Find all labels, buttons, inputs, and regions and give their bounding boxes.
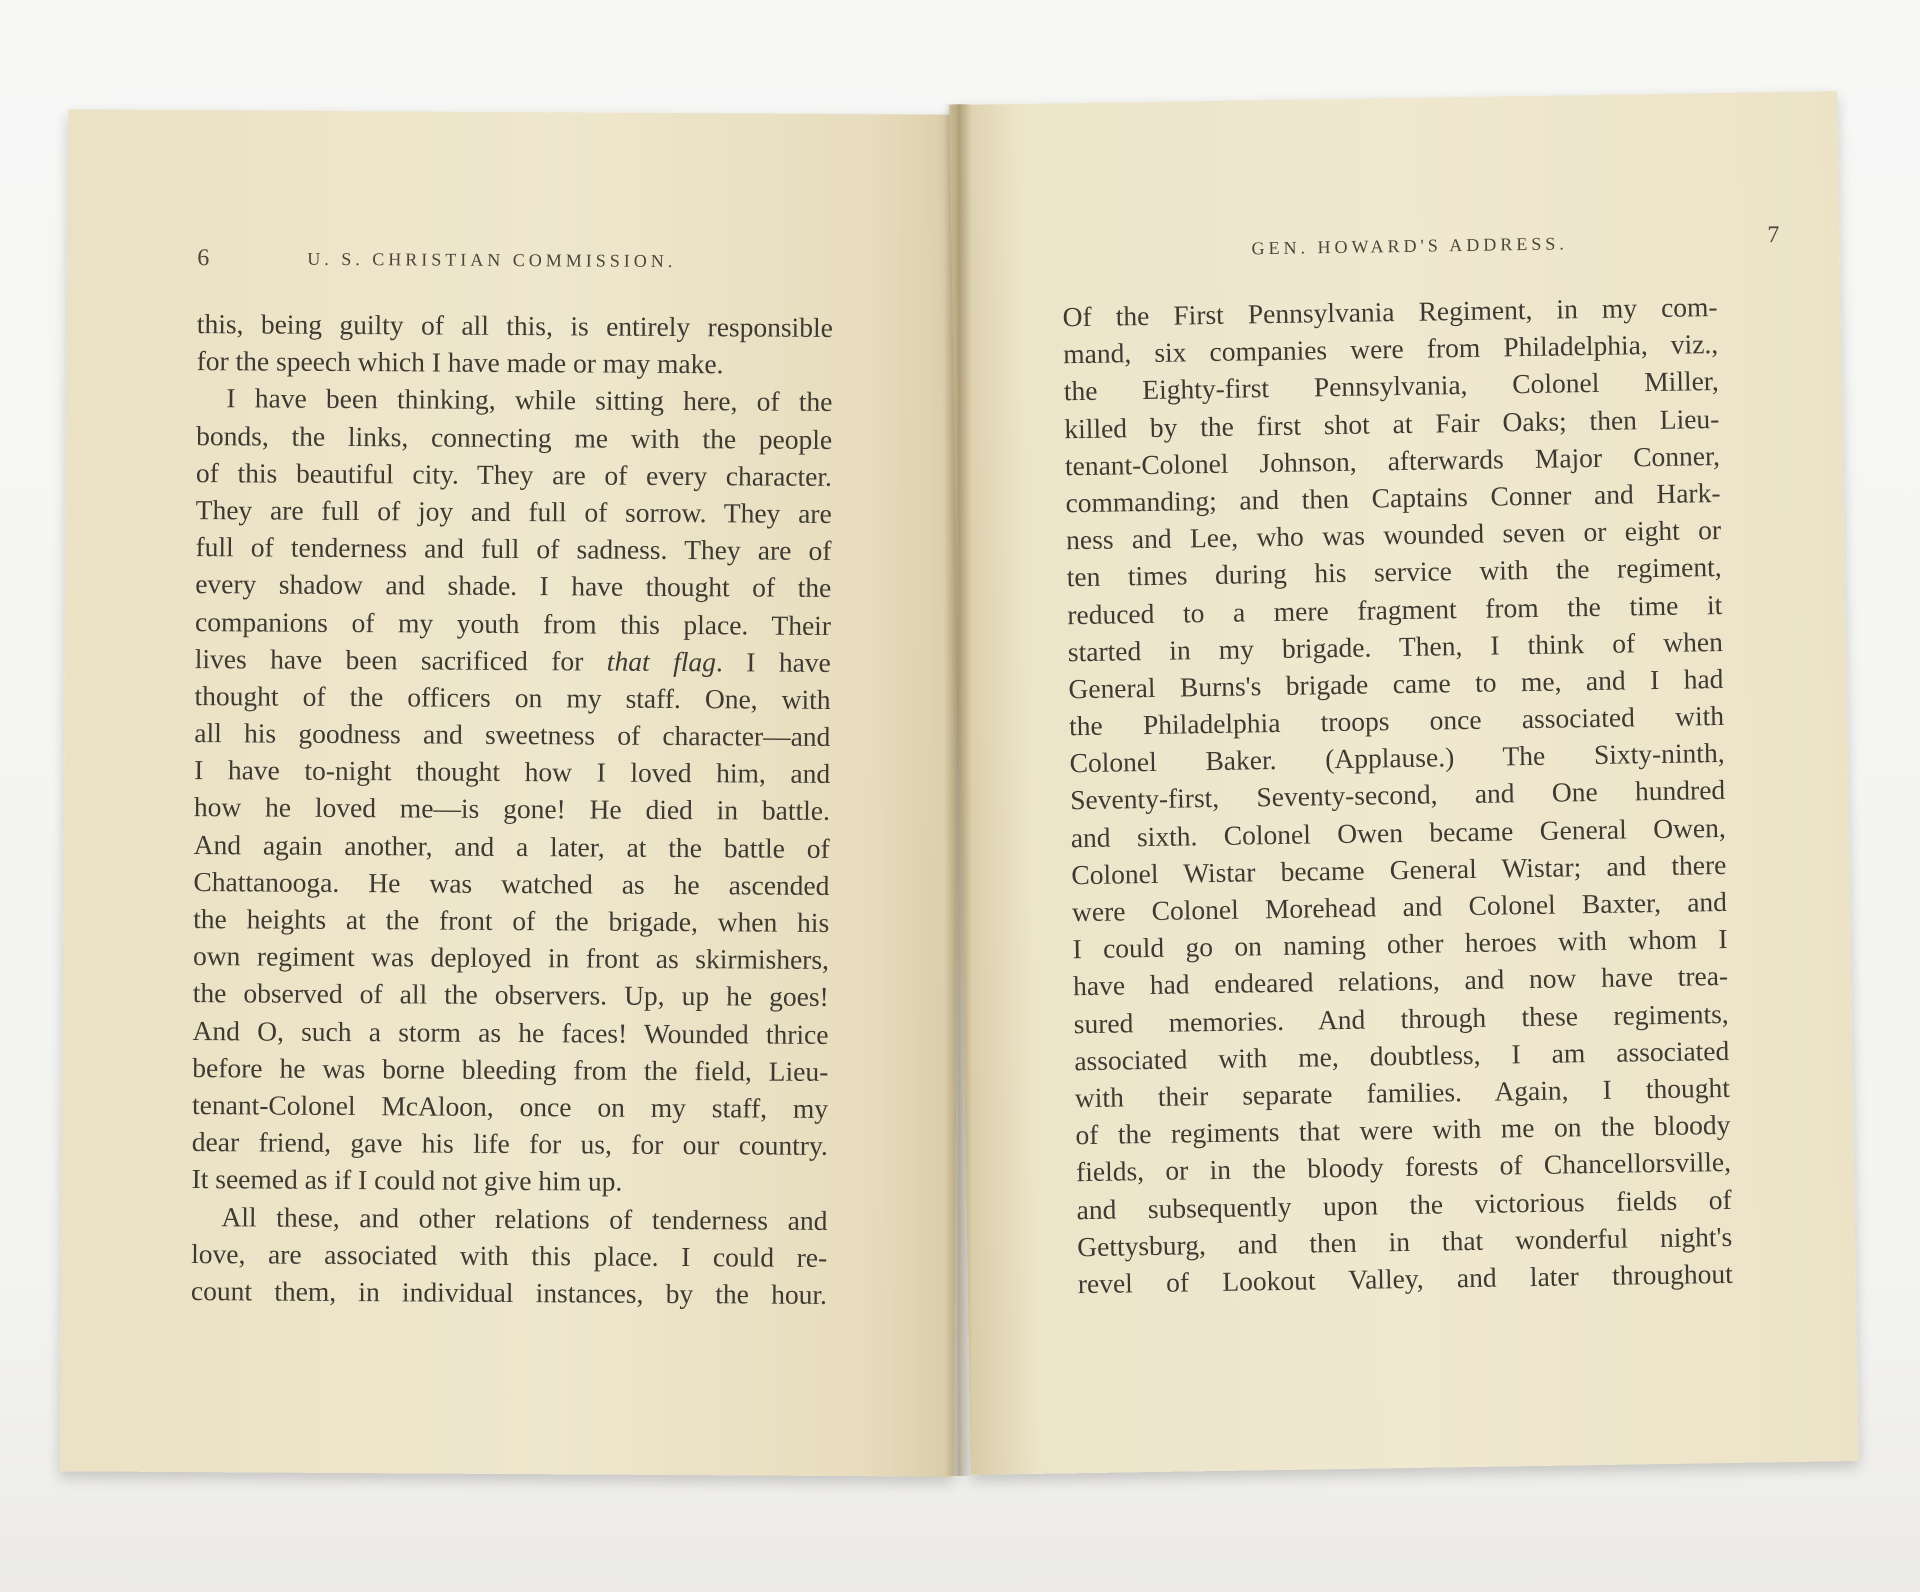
text-line <box>195 640 831 681</box>
right-page-text <box>1062 288 1733 1302</box>
left-running-head: U. S. CHRISTIAN COMMISSION. <box>307 248 677 271</box>
text-line: companions of my youth from this place. Their <box>194 605 832 641</box>
text-line: the Philadelphia troops once associated with <box>1068 700 1725 742</box>
text-line: associated with me, doubtless, I am associated <box>1074 1034 1730 1076</box>
text-line: of this beautiful city. They are of every character. <box>195 456 833 492</box>
text-line: own regiment was deployed in front as skirmishers, <box>192 940 830 976</box>
text-line: Chattanooga. He was watched as he ascended <box>193 865 830 901</box>
text-line: I have been thinking, while sitting here, of the <box>226 382 833 418</box>
text-line: Gettysburg, and then in that wonderful night's <box>1076 1220 1733 1262</box>
text-line: the heights at the front of the brigade, when his <box>193 903 830 938</box>
text-line: Of the First Pennsylvania Regiment, in my com- <box>1062 291 1718 333</box>
text-line: And again another, and a later, at the battle of <box>193 828 830 864</box>
italic-phrase: that flag <box>606 645 717 677</box>
text-line: every shadow and shade. I have thought of the <box>195 568 832 604</box>
text-line: thought of the officers on my staff. One, with <box>194 679 831 715</box>
text-line: Seventy-first, Seventy-second, and One hundred <box>1069 774 1726 816</box>
text-line: for the speech which I have made or may make. <box>196 345 724 380</box>
text-line: All these, and other relations of tenderness and <box>221 1200 828 1236</box>
text-line: reduced to a mere fragment from the time it <box>1067 588 1723 630</box>
text-segment: lives have been sacrificed for <box>194 642 607 677</box>
text-line: General Burns's brigade came to me, and I had <box>1068 662 1724 705</box>
left-page-number: 6 <box>197 245 210 272</box>
text-line: I have to-night thought how I loved him, and <box>194 754 831 790</box>
text-line: of the regiments that were with me on the bloody <box>1075 1109 1731 1151</box>
book-gutter <box>944 104 972 1476</box>
text-line: killed by the first shot at Fair Oaks; then Lieu- <box>1064 402 1720 444</box>
text-line: mand, six companies were from Philadelphia, viz., <box>1062 328 1719 370</box>
text-line: revel of Lookout Valley, and later throughout <box>1077 1257 1733 1300</box>
text-line: count them, in individual instances, by the hour. <box>190 1274 828 1310</box>
text-line: sured memories. And through these regiments, <box>1073 997 1729 1039</box>
text-line: tenant-Colonel McAloon, once on my staff, my <box>191 1088 829 1124</box>
text-line: dear friend, gave his life for us, for our country. <box>191 1126 828 1162</box>
text-line: love, are associated with this place. I could re- <box>191 1237 828 1273</box>
text-line: full of tenderness and full of sadness. They are of <box>195 531 832 567</box>
text-line: And O, such a storm as he faces! Wounded thrice <box>192 1014 829 1050</box>
right-page <box>949 91 1858 1475</box>
text-line: and sixth. Colonel Owen became General Owen, <box>1070 811 1726 853</box>
text-line: with their separate families. Again, I thought <box>1074 1071 1731 1114</box>
text-line: have had endeared relations, and now have trea- <box>1072 960 1729 1002</box>
text-line: Colonel Baker. (Applause.) The Sixty-ninth, <box>1069 737 1725 779</box>
right-running-head: GEN. HOWARD'S ADDRESS. <box>1251 233 1568 259</box>
text-line: I could go on naming other heroes with whom I <box>1072 923 1728 965</box>
text-line: Colonel Wistar became General Wistar; and there <box>1071 848 1727 891</box>
text-line: bonds, the links, connecting me with the people <box>196 419 833 455</box>
text-line: ness and Lee, who was wounded seven or eight or <box>1065 514 1722 556</box>
text-line: commanding; and then Captains Conner and Hark- <box>1065 476 1721 519</box>
text-line: It seemed as if I could not give him up. <box>191 1163 623 1197</box>
text-line: ten times during his service with the regiment, <box>1066 551 1722 593</box>
text-line: the observed of all the observers. Up, up he goes! <box>192 977 829 1013</box>
text-line: started in my brigade. Then, I think of when <box>1067 625 1724 667</box>
text-line: how he loved me—is gone! He died in battle. <box>193 791 830 827</box>
text-line: and subsequently upon the victorious fields of <box>1076 1183 1732 1225</box>
text-line: fields, or in the bloody forests of Chancellorsville, <box>1075 1146 1732 1188</box>
text-line: were Colonel Morehead and Colonel Baxter, and <box>1071 885 1728 928</box>
left-page <box>60 109 962 1476</box>
text-line: before he was borne bleeding from the field, Lieu- <box>192 1051 829 1087</box>
text-line: They are full of joy and full of sorrow. They are <box>195 494 832 529</box>
text-line: this, being guilty of all this, is entirely responsible <box>196 308 833 343</box>
text-line: the Eighty-first Pennsylvania, Colonel Miller, <box>1063 365 1719 407</box>
left-page-text <box>191 305 833 1313</box>
text-line: all his goodness and sweetness of character—and <box>194 717 831 753</box>
right-page-number: 7 <box>1767 222 1780 249</box>
text-line: tenant-Colonel Johnson, afterwards Major Conner, <box>1064 439 1721 482</box>
text-segment: . I have <box>715 645 831 678</box>
